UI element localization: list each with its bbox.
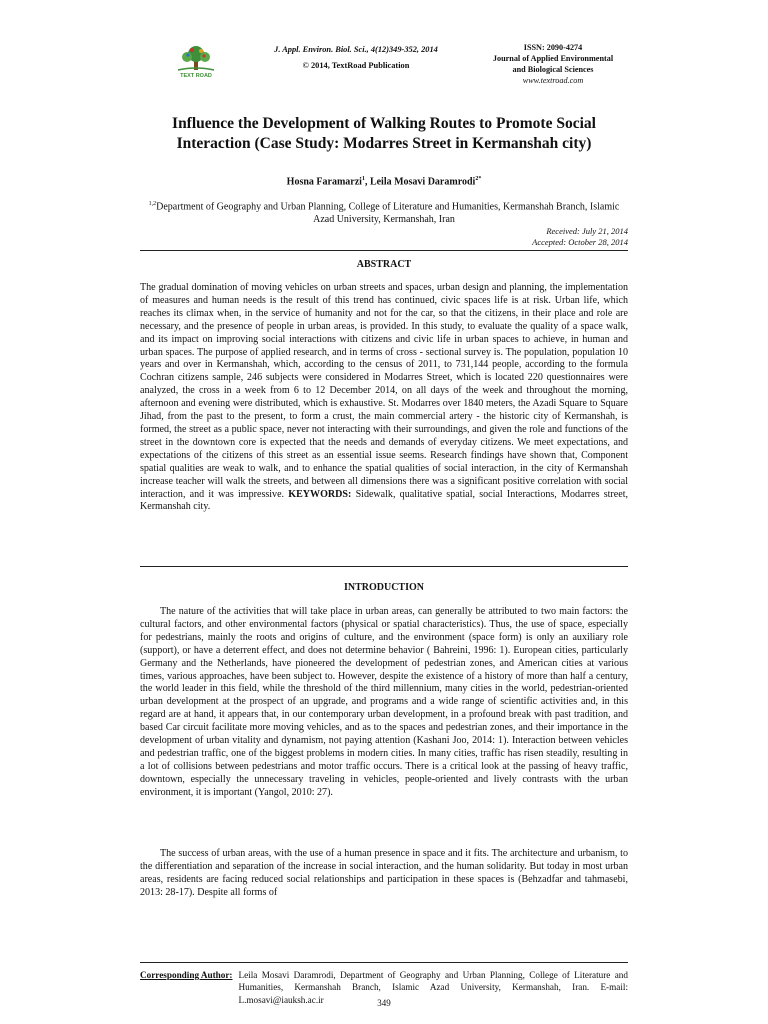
affiliation <box>140 198 628 226</box>
introduction-heading: INTRODUCTION <box>343 582 424 593</box>
author-1: Hosna Faramarzi <box>286 176 362 188</box>
author-2: Leila Mosavi Daramrodi <box>369 176 476 188</box>
issn: ISSN: 2090-4274 <box>523 43 583 52</box>
affiliation-sup: 1,2 <box>148 201 157 207</box>
corresponding-author-text: Leila Mosavi Daramrodi, Department of Geography and Urban Planning, College of Literature and Humanities, Kermanshah Branch, Islamic Azad University, Kermanshah, Iran. E-mail: L.mosavi@iauksh.ac.ir <box>238 970 628 1005</box>
journal-name-line1: Journal of Applied Environmental <box>492 54 614 63</box>
journal-name-line2: and Biological Sciences <box>512 65 594 74</box>
authors <box>140 176 628 187</box>
introduction-paragraph-2: The success of urban areas, with the use of a human presence in space and it fits. The architecture and urbanism, to the differentiation and separation of the increase in social interaction, and the human solidarity. But today in most urban areas, residents are facing reduced social relationships and participation in these spaces is (Behzadfar and tahmasebi, 2013: 28-17). Despite all forms of <box>140 848 628 898</box>
introduction-paragraph-1: The nature of the activities that will take place in urban areas, can generally be attributed to two main factors: the cultural factors, and other environmental factors (physical or spatial characteristics). Thus, the use of space, especially for pedestrians, mainly the roots and origins of culture, and the environment (space form) is only an auxiliary role (support), or have a deterrent effect, and does not determine behavior ( Bahreini, 1996: 1). European cities, particularly Germany and the Netherlands, have pioneered the development of pedestrian zones, and American cities at various times, various approaches, have been subject to. However, despite the existence of a history of more than half a century, the world leader in this field, while the threshold of the third millennium, many cities in the world, pedestrian-oriented urban development at the prospect of an upgrade, and programs and a wide range of scientific activities and, in this regard are at hand, it appears that, in our contemporary urban development, in a profound break with past tradition, and based Car circuit facilitate more moving vehicles, and as to the spaces and pedestrian zones, and their importance in the development of urban vitality and dynamism, not paying attention (Kashani Joo, 2014: 1). Interaction between vehicles and pedestrian traffic, one of the biggest problems in modern cities. In many cities, traffic has risen steadily, resulting in a lot of collisions between pedestrians and motor traffic occurs. There is a critical look at the passing of heavy traffic, downtown, especially the unnecessary traveling in vehicles, people-oriented and lively contrasts with the urban environment, it is important (Yangol, 2010: 27). <box>140 606 628 798</box>
abstract-body: The gradual domination of moving vehicles on urban streets and spaces, urban design and planning, the implementation of measures and human needs is the result of this trend has continued, civic spaces life is at risk. Urban life, which reaches its climax when, in the service of humanity and not for the car, so that the citizens, in their place and role are necessary, and the presence of people in urban areas, is provided. In this study, to evaluate the quality of a space walk, and its impact on improving social interactions with citizens and civic life in urban spaces to achieve, in human and urban spaces. The purpose of applied research, and in terms of cross - sectional survey is. The population, population 10 years and over in Kermanshah, which, according to the census of 2011, to 731,144 people, according to the formula Cochran citizens sample, 246 subjects were considered in Modarres Street, which is located 220 questionnaires were analyzed, the cross in a week from 6 to 12 December 2014, on all days of the week and throughout the morning, afternoon and evening were distributed, which is exhaustive. St. Modarres over 1840 meters, the Azadi Square to Square Jihad, from the past to the present, to form a crust, the main commercial artery - the historic city of Kermanshah, is formed, the street as a public space, never not interacting with their surroundings, and given the role and functions of the street in the downtown core is expected that the needs and demands of everyday citizens. We meet expectations, and expectations of the citizens of this street as an essential issue seems. Research findings have shown that, Component spatial qualities are weak to walk, and to enhance the spatial qualities of social interaction, in the city of Kermanshah increase teacher will walk the streets, and between all dimensions there was a significant positive correlation with social interaction, and it was impressive. <box>140 282 628 500</box>
author-separator: , <box>364 176 370 188</box>
submission-dates <box>532 226 628 248</box>
journal-citation: J. Appl. Environ. Biol. Sci., 4(12)349-352, 2014 <box>274 45 438 54</box>
keywords: Sidewalk, qualitative spatial, social Interactions, Modarres street, Kermanshah city. <box>140 488 628 513</box>
footnote-divider <box>140 962 628 963</box>
journal-website: www.textroad.com <box>522 76 584 85</box>
affiliation-text: Department of Geography and Urban Planning, College of Literature and Humanities, Kermanshah Branch, Islamic Azad University, Kermanshah, Iran <box>156 201 620 226</box>
paper-title: Influence the Development of Walking Routes to Promote Social Interaction (Case Study: Modarres Street in Kermanshah city) <box>172 115 596 152</box>
tree-logo-icon <box>168 44 226 78</box>
abstract-text <box>140 282 628 514</box>
svg-text:TEXT ROAD: TEXT ROAD <box>180 73 212 78</box>
copyright-line: © 2014, TextRoad Publication <box>302 61 410 70</box>
header-divider <box>140 250 628 251</box>
corresponding-author-label: Corresponding Author: <box>140 970 233 980</box>
author-2-sup: 2* <box>475 176 482 182</box>
accepted-date: Accepted: October 28, 2014 <box>532 237 628 247</box>
author-1-sup: 1 <box>361 176 365 182</box>
page-number: 349 <box>377 998 391 1008</box>
textroad-logo <box>168 44 226 78</box>
received-date: Received: July 21, 2014 <box>546 226 628 236</box>
keywords-label: KEYWORDS: <box>288 488 352 500</box>
journal-info <box>478 42 628 86</box>
abstract-divider <box>140 566 628 567</box>
abstract-heading: ABSTRACT <box>356 259 412 270</box>
journal-header <box>250 42 462 74</box>
